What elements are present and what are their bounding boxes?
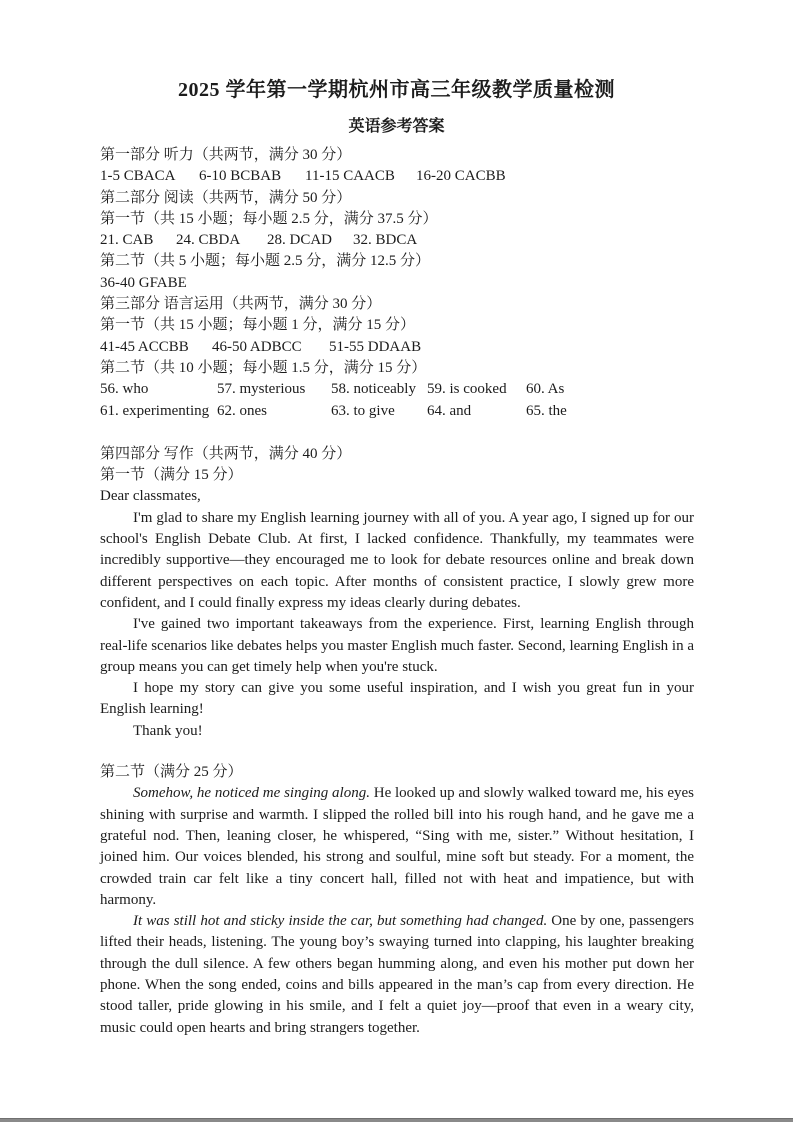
answer-group: 41-45 ACCBB <box>100 338 189 355</box>
answer-item: 58. noticeably <box>331 381 416 398</box>
answer-item: 65. the <box>526 402 567 419</box>
reading-section1-answers-row <box>100 230 694 251</box>
answer-item: 62. ones <box>217 402 267 419</box>
answer-group: 16-20 CACBB <box>416 168 506 185</box>
answer-group: 21. CAB <box>100 232 154 249</box>
reading-section2-answers: 36-40 GFABE <box>100 274 187 291</box>
answer-group: 32. BDCA <box>353 232 418 249</box>
paragraph-text: He looked up and slowly walked toward me, his eyes shining with surprise and warmth. I slipped the rolled bill into his rough hand, and he gave me a grateful nod. Then, leaning closer, he whispered, “Sing with me, sister.” Without hesitation, I joined him. Our voices blended, his strong and soulful, mine soft but steady. For a moment, the crowded train car felt like a tiny concert hall, filled not with heat and impatience, but with harmony. <box>100 785 694 908</box>
letter-paragraph-2: I've gained two important takeaways from the experience. First, learning English through real-life scenarios like debates helps you master English much faster. Second, learning English in a group means you can get timely help when you're stuck. <box>100 616 694 675</box>
answer-item: 63. to give <box>331 402 395 419</box>
answer-group: 6-10 BCBAB <box>199 168 282 185</box>
answer-group: 11-15 CAACB <box>305 168 395 185</box>
language-use-section1-answers-row <box>100 337 694 358</box>
answer-group: 46-50 ADBCC <box>212 338 302 355</box>
document-title: 2025 学年第一学期杭州市高三年级教学质量检测 <box>178 79 615 101</box>
document-body <box>100 145 694 1039</box>
answer-group: 24. CBDA <box>176 232 241 249</box>
section-gap <box>100 742 694 762</box>
part4-heading: 第四部分 写作（共两节，满分 40 分） <box>100 445 352 462</box>
part3-section2-heading: 第二节（共 10 小题；每小题 1.5 分，满分 15 分） <box>100 359 427 376</box>
paragraph-text: One by one, passengers lifted their heads, listening. The young boy’s swaying turned into clapping, his laughter breaking through the dull silence. A few others began humming along, and even his mother put down her phone. When the song ended, coins and bills appeared in the man’s cap from every direction. He stood taller, pride glowing in his smile, and I felt a quiet joy—proof that even in a weary city, music could open hearts and bring strangers together. <box>100 913 694 1036</box>
fill-blank-answers-row-2 <box>100 401 694 422</box>
answer-group: 28. DCAD <box>267 232 333 249</box>
answer-key-heading: 英语参考答案 <box>348 118 445 135</box>
listening-answers-row <box>100 166 694 187</box>
part3-heading: 第三部分 语言运用（共两节，满分 30 分） <box>100 296 382 313</box>
letter-closing: Thank you! <box>133 722 203 739</box>
italic-lead-sentence: It was still hot and sticky inside the car, but something had changed. <box>133 913 548 930</box>
italic-lead-sentence: Somehow, he noticed me singing along. <box>133 785 370 802</box>
part4-section1-heading: 第一节（满分 15 分） <box>100 467 243 484</box>
answer-group: 51-55 DDAAB <box>329 338 422 355</box>
part2-section2-heading: 第二节（共 5 小题；每小题 2.5 分，满分 12.5 分） <box>100 253 431 270</box>
answer-item: 59. is cooked <box>427 381 507 398</box>
part2-section1-heading: 第一节（共 15 小题；每小题 2.5 分，满分 37.5 分） <box>100 210 438 227</box>
part2-heading: 第二部分 阅读（共两节，满分 50 分） <box>100 189 352 206</box>
letter-paragraph-3: I hope my story can give you some useful inspiration, and I wish you great fun in your English learning! <box>100 680 694 718</box>
viewport-bottom-edge <box>0 1118 793 1122</box>
section-gap <box>100 422 694 444</box>
answer-item: 64. and <box>427 402 472 419</box>
fill-blank-answers-row-1 <box>100 379 694 400</box>
letter-salutation: Dear classmates, <box>100 488 201 505</box>
continuation-paragraph-2 <box>100 911 694 1039</box>
answer-item: 56. who <box>100 381 149 398</box>
answer-group: 1-5 CBACA <box>100 168 176 185</box>
continuation-paragraph-1 <box>100 783 694 911</box>
letter-paragraph-1: I'm glad to share my English learning journey with all of you. A year ago, I signed up for our school's English Debate Club. At first, I lacked confidence. Thankfully, my teammates were incredibly supportive—they encouraged me to look for debate resources online and break down different perspectives on each topic. After months of consistent practice, I slowly grew more confident, and I could finally express my ideas clearly during debates. <box>100 509 694 611</box>
answer-item: 57. mysterious <box>217 381 306 398</box>
answer-item: 60. As <box>526 381 565 398</box>
part3-section1-heading: 第一节（共 15 小题；每小题 1 分，满分 15 分） <box>100 317 416 334</box>
part4-section2-heading: 第二节（满分 25 分） <box>100 764 243 781</box>
answer-item: 61. experimenting <box>100 402 210 419</box>
part1-heading: 第一部分 听力（共两节，满分 30 分） <box>100 147 352 163</box>
